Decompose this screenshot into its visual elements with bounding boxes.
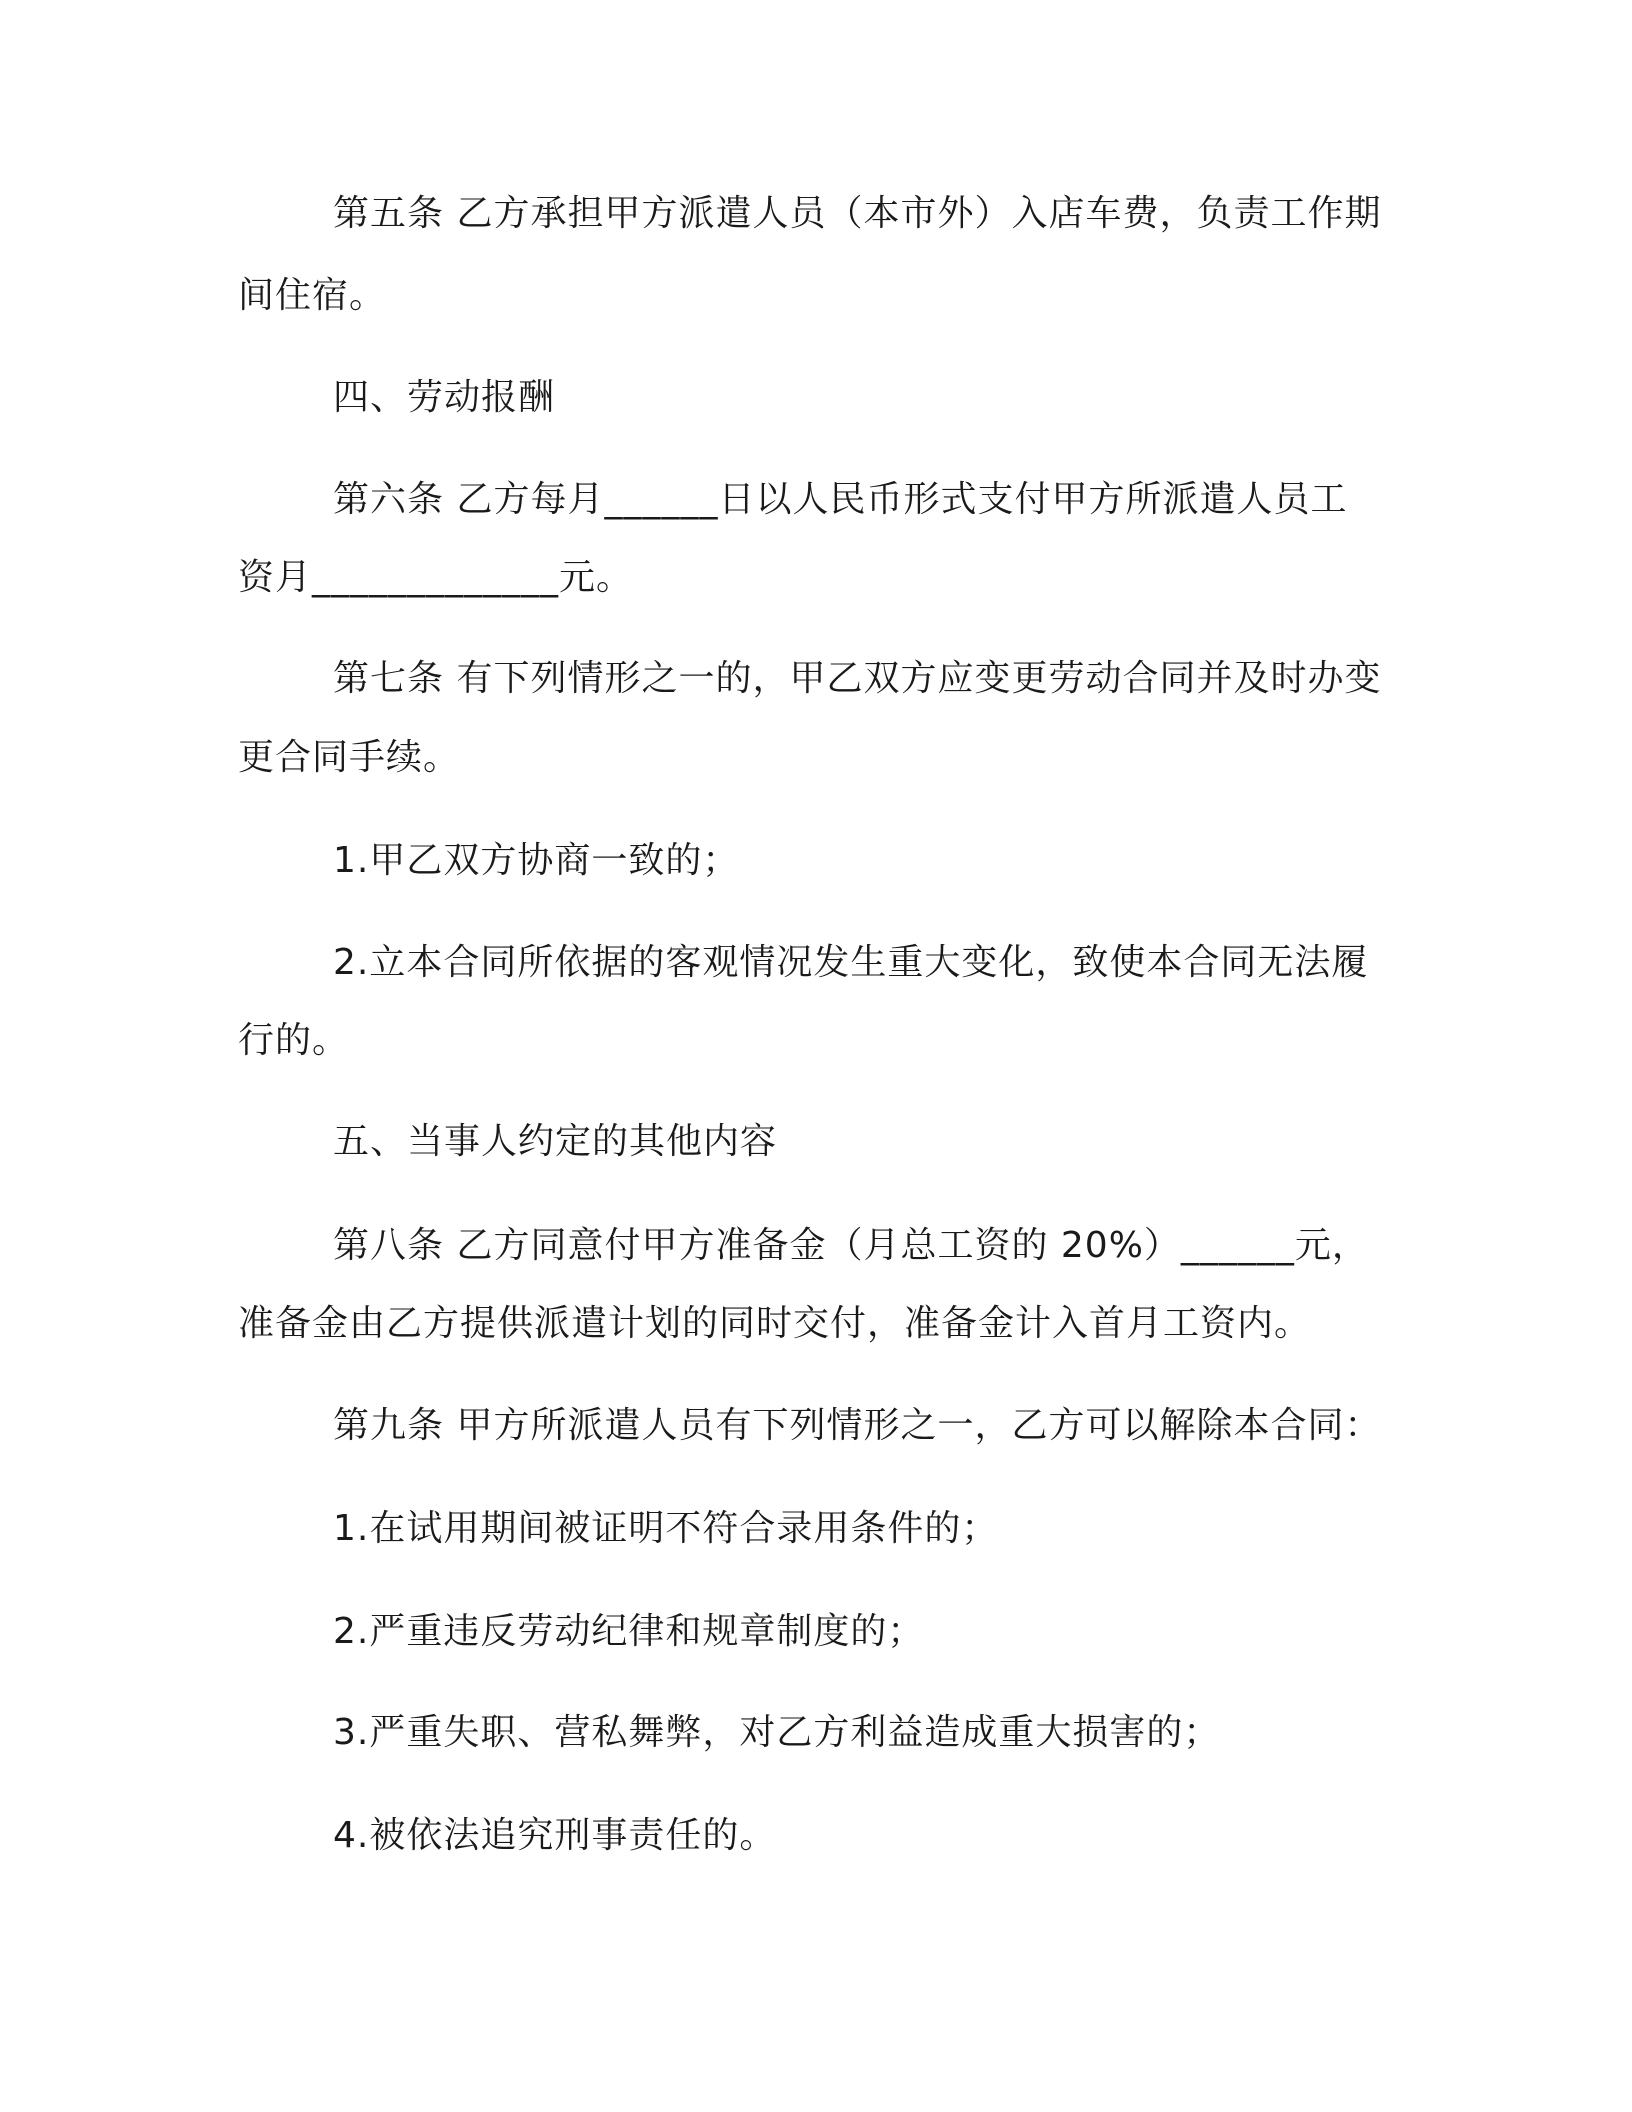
- article-7-line-1: 第七条 有下列情形之一的，甲乙双方应变更劳动合同并及时办变: [333, 658, 1382, 699]
- article-9-line-1: 第九条 甲方所派遣人员有下列情形之一，乙方可以解除本合同：: [333, 1405, 1382, 1446]
- article-7-item-1: 1.甲乙双方协商一致的；: [333, 840, 740, 881]
- article-8-line-1: 第八条 乙方同意付甲方准备金（月总工资的 20%）______元，: [333, 1225, 1369, 1266]
- article-6-line-1: 第六条 乙方每月______日以人民币形式支付甲方所派遣人员工: [333, 479, 1348, 520]
- article-7-item-2-line-2: 行的。: [238, 1020, 350, 1061]
- article-8-line-2: 准备金由乙方提供派遣计划的同时交付，准备金计入首月工资内。: [238, 1303, 1312, 1344]
- section-4-heading: 四、劳动报酬: [333, 377, 556, 418]
- article-7-item-2-line-1: 2.立本合同所依据的客观情况发生重大变化，致使本合同无法履: [333, 942, 1369, 983]
- article-9-item-1: 1.在试用期间被证明不符合录用条件的；: [333, 1508, 999, 1549]
- article-6-line-2: 资月_____________元。: [238, 557, 634, 598]
- article-5-line-2: 间住宿。: [238, 275, 387, 316]
- section-5-heading: 五、当事人约定的其他内容: [333, 1121, 778, 1162]
- article-9-item-2: 2.严重违反劳动纪律和规章制度的；: [333, 1611, 925, 1652]
- article-7-line-2: 更合同手续。: [238, 737, 461, 778]
- article-5-line-1: 第五条 乙方承担甲方派遣人员（本市外）入店车费，负责工作期: [333, 193, 1382, 234]
- article-9-item-4: 4.被依法追究刑事责任的。: [333, 1815, 777, 1856]
- article-9-item-3: 3.严重失职、营私舞弊，对乙方利益造成重大损害的；: [333, 1712, 1221, 1753]
